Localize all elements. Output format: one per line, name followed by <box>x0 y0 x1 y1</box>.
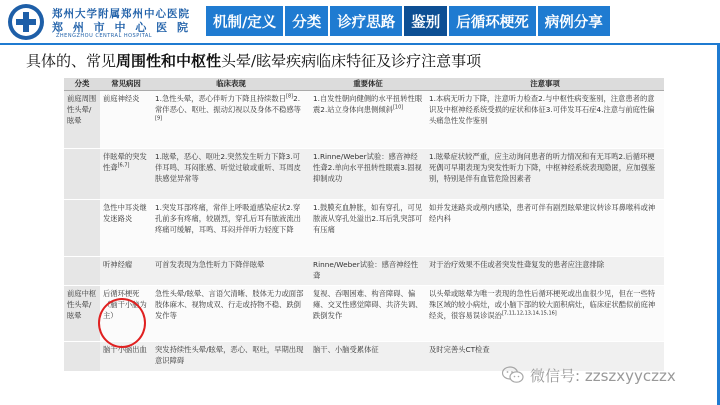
hospital-english-name: ZHENGZHOU CENTRAL HOSPITAL <box>56 33 153 39</box>
header-category: 分类 <box>64 78 100 90</box>
tab-differential[interactable]: 鉴别 <box>404 6 447 36</box>
header-note: 注意事项 <box>426 78 664 90</box>
cause-cell: 前庭神经炎 <box>100 90 152 148</box>
tab-posterior-infarction[interactable]: 后循环梗死 <box>449 6 536 36</box>
header <box>0 0 720 44</box>
feature-table <box>64 78 664 401</box>
sign-cell: Rinne/Weber试验：感音神经性聋 <box>310 256 426 285</box>
table-row <box>64 90 664 148</box>
table-row <box>64 285 664 341</box>
clinical-cell: 可首发表现为急性听力下降伴眩晕 <box>152 256 310 285</box>
header-sign: 重要体征 <box>310 78 426 90</box>
hospital-logo-icon <box>6 2 46 42</box>
category-cell <box>64 341 100 371</box>
page-title: 具体的、常见周围性和中枢性头晕/眩晕疾病临床特征及诊疗注意事项 <box>26 52 482 70</box>
header-clinical: 临床表现 <box>152 78 310 90</box>
table-row <box>64 148 664 199</box>
header-cause: 常见病因 <box>100 78 152 90</box>
table-header-row <box>64 78 664 90</box>
table-row <box>64 199 664 256</box>
clinical-cell: 1.急性头晕，恶心伴听力下降且持续数日[8]2.常伴恶心、呕吐、振动幻视以及身体不稳感等[9] <box>152 90 310 148</box>
note-cell: 对于治疗效果不佳或者突发性聋复发的患者应注意排除 <box>426 256 664 285</box>
category-cell: 前庭周围性头晕/眩晕 <box>64 90 100 148</box>
cause-cell: 听神经瘤 <box>100 256 152 285</box>
note-cell: 及时完善头CT检查 <box>426 341 664 371</box>
category-cell <box>64 199 100 256</box>
cause-cell: 脑干小脑出血 <box>100 341 152 371</box>
sign-cell: 1.自发性朝向健侧的水平扭转性眼震2.站立身体向患侧倾斜[10] <box>310 90 426 148</box>
note-cell: 如并发迷路炎或颅内感染，患者可伴有剧烈眩晕建议转诊耳鼻喉科或神经内科 <box>426 199 664 256</box>
top-nav <box>206 6 610 36</box>
cause-cell: 急性中耳炎继发迷路炎 <box>100 199 152 256</box>
tab-classification[interactable]: 分类 <box>285 6 328 36</box>
sign-cell: 脑干、小脑受累体征 <box>310 341 426 371</box>
clinical-cell: 1.眩晕，恶心、呕吐2.突然发生听力下降3.可伴耳鸣、耳闷胀感、听觉过敏或重听、耳周皮肤感觉异常等 <box>152 148 310 199</box>
category-cell <box>64 148 100 199</box>
clinical-cell: 1.突发耳部疼痛，常伴上呼吸道感染症状2.穿孔前多有疼痛，较剧烈，穿孔后耳有脓液流出疼痛可缓解，耳鸣、耳闷并伴听力轻度下降 <box>152 199 310 256</box>
note-cell: 1.本病无听力下降，注意听力检查2.与中枢性病变鉴别，注意患者的意识及中枢神经系统受损的症状和体征3.可伴发耳石症4.注意与前庭性偏头痛急性发作鉴别 <box>426 90 664 148</box>
clinical-cell: 急性头晕/眩晕、言语欠清晰、肢体无力或面部肢体麻木、视物成双、行走或持物不稳、跌倒发作等 <box>152 285 310 341</box>
cause-cell: 伴眩晕的突发性聋[6,7] <box>100 148 152 199</box>
hospital-subname: 郑 州 市 中 心 医 院 <box>52 21 191 34</box>
wechat-watermark <box>502 364 676 386</box>
sign-cell: 复视、吞咽困难、构音障碍、偏瘫、交叉性感觉障碍、共济失调、跌倒发作 <box>310 285 426 341</box>
tab-diagnosis[interactable]: 诊疗思路 <box>330 6 402 36</box>
tab-case-sharing[interactable]: 病例分享 <box>538 6 610 36</box>
sign-cell: 1.Rinne/Weber试验：感音神经性聋2.单向水平扭转性眼震3.固视抑制成功 <box>310 148 426 199</box>
hospital-name: 郑州大学附属郑州中心医院 <box>52 8 190 20</box>
clinical-cell: 突发持续性头晕/眩晕，恶心、呕吐，早期出现意识障碍 <box>152 341 310 371</box>
table-row <box>64 256 664 285</box>
wechat-icon <box>502 366 524 384</box>
cause-cell: 后循环梗死（脑干小脑为主） <box>100 285 152 341</box>
header-divider <box>0 43 720 45</box>
tab-mechanism[interactable]: 机制/定义 <box>206 6 283 36</box>
sign-cell: 1.鼓膜充血肿胀，如有穿孔，可见脓液从穿孔处溢出2.耳后乳突部可有压痛 <box>310 199 426 256</box>
note-cell: 1.眩晕症状较严重，应主动询问患者的听力情况和有无耳鸣2.后循环梗死偶可早期表现为突发性听力下降，中枢神经系统表现隐匿，应加强鉴别，特别是伴有血管危险因素者 <box>426 148 664 199</box>
title-highlight: 周围性和中枢性 <box>116 52 222 70</box>
category-cell: 前庭中枢性头晕/眩晕 <box>64 285 100 341</box>
category-cell <box>64 256 100 285</box>
note-cell: 以头晕或眩晕为唯一表现的急性后循环梗死或出血很少见，但在一些特殊区域的较小病灶，或小脑下部的较大面积病灶，临床症状酷似前庭神经炎，很容易误诊误治[7,11,12,13,14,15,16] <box>426 285 664 341</box>
watermark-text: 微信号: zzszxyyczzx <box>530 366 676 385</box>
